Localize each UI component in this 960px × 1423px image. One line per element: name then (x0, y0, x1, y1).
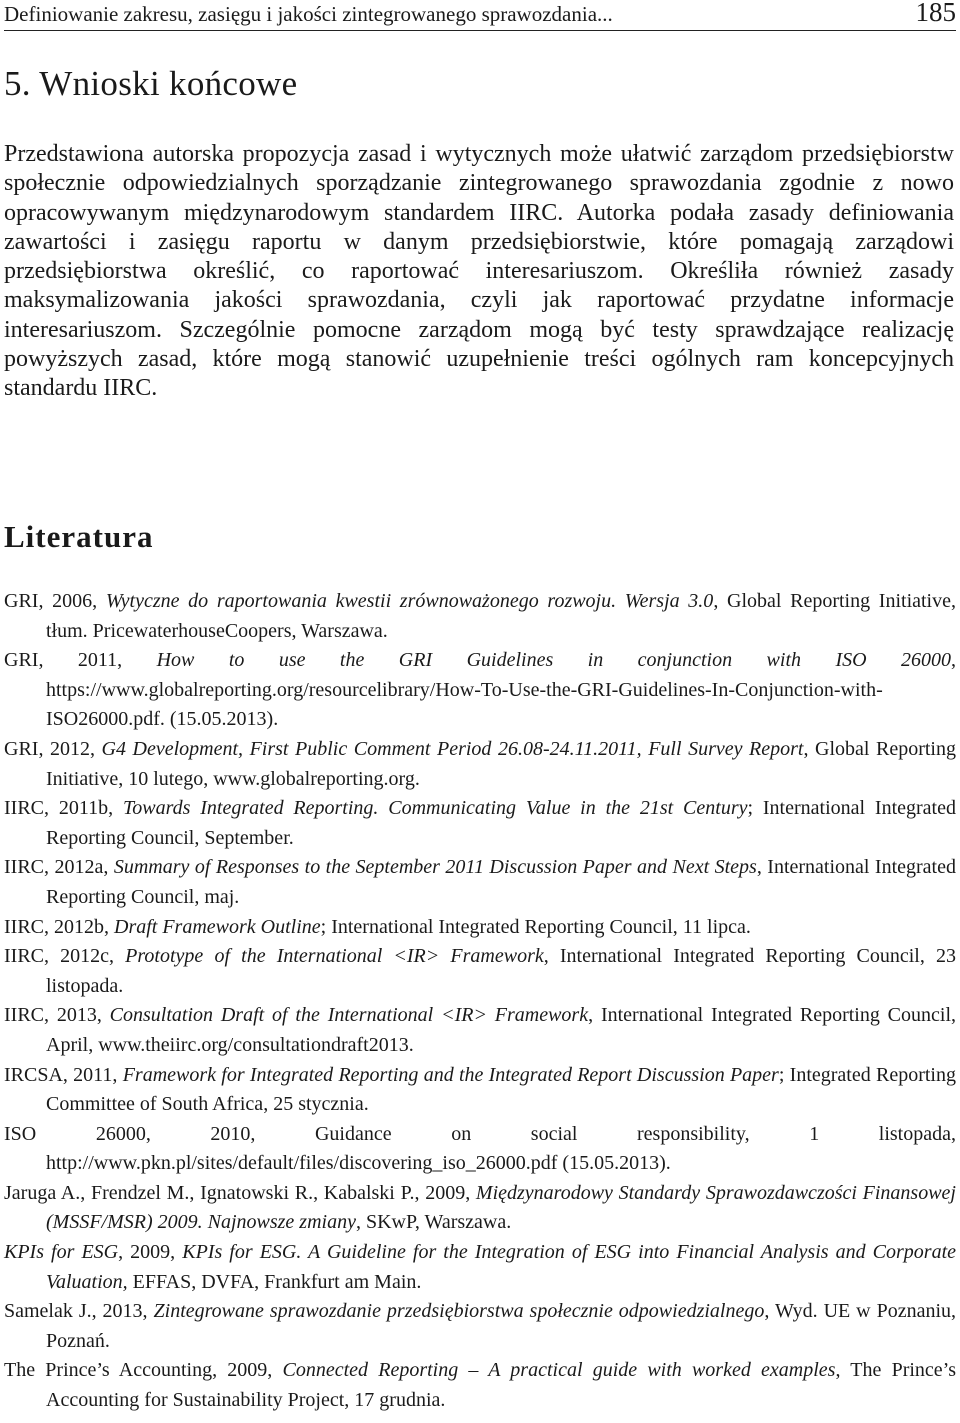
reference-item: Jaruga A., Frendzel M., Ignatowski R., Kabalski P., 2009, Międzynarodowy Standardy Sprawozdawczości Finansowej (MSSF/MSR) 2009. Najnowsze zmiany, SKwP, Warszawa. (4, 1181, 956, 1234)
reference-item: IIRC, 2013, Consultation Draft of the International <IR> Framework, International Integrated Reporting Council, April, www.theiirc.org/consultationdraft2013. (4, 1004, 957, 1056)
reference-item: ISO 26000, 2010, Guidance on social responsibility, 1 listopada, http://www.pkn.pl/sites/default/files/discovering_iso_26000.pdf (15.05.2013). (4, 1122, 956, 1175)
reference-item: IIRC, 2011b, Towards Integrated Reporting. Communicating Value in the 21st Century; International Integrated Reporting Council, September. (4, 797, 956, 849)
reference-item: Samelak J., 2013, Zintegrowane sprawozdanie przedsiębiorstwa społecznie odpowiedzialnego, Wyd. UE w Poznaniu, Poznań. (4, 1300, 957, 1352)
reference-item: GRI, 2012, G4 Development, First Public Comment Period 26.08-24.11.2011, Full Survey Report, Global Reporting Initiative, 10 lutego, www.globalreporting.org. (4, 737, 956, 790)
conclusion-paragraph: Przedstawiona autorska propozycja zasad i wytycznych może ułatwić zarządom przedsiębiorstw społecznie odpowiedzialnych sporządzanie zintegrowanego sprawozdania zgodnie z nowo opracowywanym międzynarodowym standardem IIRC. Autorka podała zasady definiowania zawartości i zasięgu raportu w danym przedsiębiorstwie, które pomagają zarządowi przedsiębiorstwa określić, co raportować interesariuszom. Określiła również zasady maksymalizowania jakości sprawozdania, czyli jak raportować przydatne informacje interesariuszom. Szczególnie pomocne zarządom mogą być testy sprawdzające realizację powyższych zasad, które mogą stanowić uzupełnienie treści ogólnych ram koncepcyjnych standardu IIRC. (4, 141, 954, 402)
reference-item: KPIs for ESG, 2009, KPIs for ESG. A Guideline for the Integration of ESG into Financial Analysis and Corporate Valuation, EFFAS, DVFA, Frankfurt am Main. (4, 1241, 957, 1293)
reference-item: GRI, 2006, Wytyczne do raportowania kwestii zrównoważonego rozwoju. Wersja 3.0, Global Reporting Initiative, tłum. PricewaterhouseCoopers, Warszawa. (4, 590, 956, 642)
reference-item: GRI, 2011, How to use the GRI Guidelines in conjunction with ISO 26000, https://www.globalreporting.org/resourcelibrary/How-To-Use-the-GRI-Guidelines-In-Conjunction-with-ISO26000.pdf. (15.05.2013). (4, 649, 956, 731)
section-heading: 5. Wnioski końcowe (4, 64, 298, 103)
running-head-title: Definiowanie zakresu, zasięgu i jakości zintegrowanego sprawozdania... (4, 2, 613, 26)
reference-item: IIRC, 2012b, Draft Framework Outline; International Integrated Reporting Council, 11 lipca. (4, 915, 751, 938)
literature-heading: Literatura (4, 519, 154, 554)
reference-item: IRCSA, 2011, Framework for Integrated Reporting and the Integrated Report Discussion Paper; Integrated Reporting Committee of South Africa, 25 stycznia. (4, 1063, 956, 1116)
reference-list (4, 587, 956, 1416)
running-head (4, 0, 956, 31)
reference-item: IIRC, 2012a, Summary of Responses to the September 2011 Discussion Paper and Next Steps, International Integrated Reporting Council, maj. (4, 856, 956, 908)
reference-item: IIRC, 2012c, Prototype of the International <IR> Framework, International Integrated Reporting Council, 23 listopada. (4, 945, 956, 997)
page-number: 185 (915, 0, 956, 27)
reference-item: The Prince’s Accounting, 2009, Connected Reporting – A practical guide with worked examples, The Prince’s Accounting for Sustainability Project, 17 grudnia. (4, 1359, 957, 1412)
